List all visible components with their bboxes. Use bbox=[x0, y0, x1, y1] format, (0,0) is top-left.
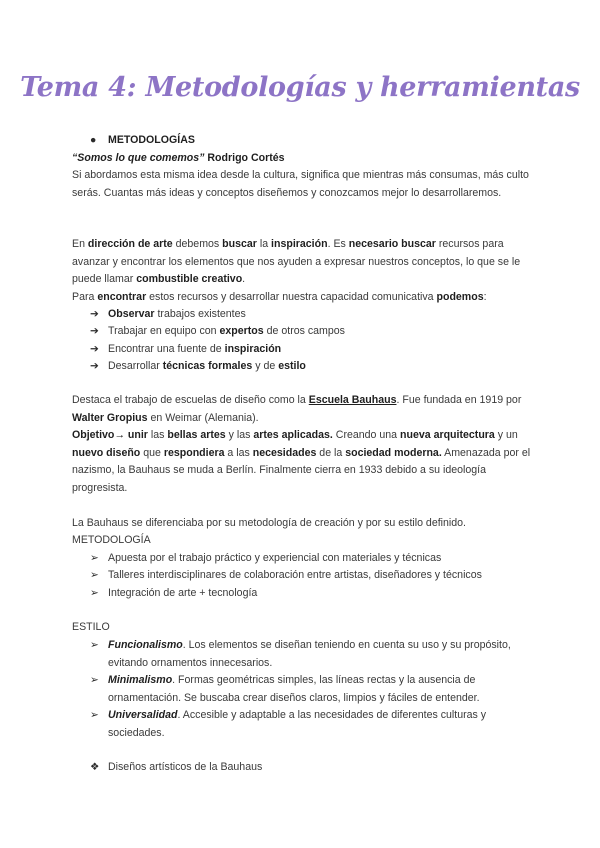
bold-run: necesario buscar bbox=[348, 238, 436, 250]
bold-run: Walter Gropius bbox=[72, 411, 148, 424]
section-heading-metodologias: METODOLOGÍAS bbox=[108, 134, 195, 146]
text-run: las bbox=[147, 429, 168, 441]
text-run: . Los elementos se diseñan teniendo en cuenta su uso y su propósito, evitando ornamentos innecesarios. bbox=[108, 639, 511, 669]
text-run: Destaca el trabajo de escuelas de diseño como la bbox=[72, 394, 309, 406]
term: Universalidad bbox=[108, 709, 178, 721]
text-run: de otros campos bbox=[263, 325, 345, 337]
bold-run: nuevo diseño bbox=[72, 446, 141, 459]
bullet-dot: ● bbox=[90, 134, 97, 146]
arrow-icon: ➔ bbox=[90, 360, 99, 372]
list-item: Apuesta por el trabajo práctico y experiencial con materiales y técnicas bbox=[108, 552, 442, 564]
text-run: debemos bbox=[172, 238, 223, 250]
text-run: Creando una bbox=[332, 429, 401, 441]
text-run: de la bbox=[316, 446, 346, 459]
bold-run: estilo bbox=[278, 360, 306, 372]
paragraph-direccion-arte bbox=[72, 236, 532, 289]
bold-run: respondiera bbox=[163, 446, 225, 459]
text-run: Trabajar en equipo con bbox=[108, 325, 220, 337]
text-run: la bbox=[256, 238, 272, 250]
bold-run: podemos bbox=[436, 291, 484, 303]
arrow-icon: ➔ bbox=[90, 308, 99, 320]
term: Minimalismo bbox=[108, 674, 173, 686]
text-run: Amenazada por el nazismo, la Bauhaus se muda a Berlín. Finalmente cierra en 1933 debido a su ideología progresista. bbox=[72, 446, 531, 494]
text-run: En bbox=[72, 238, 88, 250]
page-title: Tema 4: Metodologías y herramientas bbox=[20, 72, 580, 103]
text-run: . Fue fundada en 1919 por bbox=[396, 394, 522, 406]
bold-run: combustible creativo bbox=[136, 273, 243, 286]
marker-icon: ➢ bbox=[90, 552, 99, 564]
bauhaus-link-text: Escuela Bauhaus bbox=[308, 394, 397, 406]
label-metodologia: METODOLOGÍA bbox=[72, 534, 151, 546]
text-run: . Accesible y adaptable a las necesidades de diferentes culturas y sociedades. bbox=[108, 709, 487, 739]
text-run: en Weimar (Alemania). bbox=[147, 411, 259, 424]
term: Funcionalismo bbox=[108, 639, 183, 651]
bold-run: técnicas formales bbox=[162, 360, 253, 372]
marker-icon: ➢ bbox=[90, 709, 99, 721]
text-run: . Formas geométricas simples, las líneas rectas y la ausencia de ornamentación. Se buscaba crear diseños claros, limpios y fáciles de entender. bbox=[108, 674, 480, 704]
list-item bbox=[108, 323, 528, 341]
bold-run: necesidades bbox=[252, 446, 317, 459]
list-item-minimalismo bbox=[108, 672, 528, 707]
paragraph-culture: Si abordamos esta misma idea desde la cultura, significa que mientras más consumas, más culto serás. Cuantas más ideas y conceptos diseñemos y conozcamos mejor lo desarrollaremos. bbox=[72, 169, 529, 199]
marker-icon: ➢ bbox=[90, 587, 99, 599]
list-item bbox=[108, 358, 528, 376]
bold-run: sociedad moderna. bbox=[345, 446, 442, 459]
diamond-icon: ❖ bbox=[90, 761, 100, 773]
bold-run: inspiración bbox=[224, 343, 282, 355]
text-run: . bbox=[242, 273, 246, 286]
arrow-icon: ➔ bbox=[90, 343, 99, 355]
list-item: Talleres interdisciplinares de colaboración entre artistas, diseñadores y técnicos bbox=[108, 569, 482, 581]
marker-icon: ➢ bbox=[90, 639, 99, 651]
marker-icon: ➢ bbox=[90, 674, 99, 686]
quote-line bbox=[72, 150, 532, 168]
label-estilo: ESTILO bbox=[72, 621, 110, 633]
text-run: recursos para avanzar y encontrar los elementos que nos ayuden a expresar nuestros conceptos, lo que se le puede llamar bbox=[72, 238, 521, 286]
paragraph-diferenciaba: La Bauhaus se diferenciaba por su metodología de creación y por su estilo definido. bbox=[72, 517, 466, 529]
quote-text: “Somos lo que comemos” bbox=[72, 152, 205, 164]
bold-run: expertos bbox=[219, 325, 264, 337]
text-run: que bbox=[140, 446, 164, 459]
bold-run: artes aplicadas. bbox=[253, 429, 333, 441]
paragraph-para-encontrar bbox=[72, 289, 532, 307]
bold-run: bellas artes bbox=[167, 429, 226, 441]
list-item bbox=[108, 306, 528, 324]
bold-run: Observar bbox=[108, 308, 155, 320]
list-item-funcionalismo bbox=[108, 637, 528, 672]
bold-run: Objetivo→ unir bbox=[72, 429, 148, 441]
bold-run: buscar bbox=[222, 238, 257, 250]
bold-run: dirección de arte bbox=[87, 238, 173, 250]
text-run: y un bbox=[494, 429, 518, 441]
bold-run: nueva arquitectura bbox=[400, 429, 495, 441]
text-run: y de bbox=[252, 360, 279, 372]
list-item-disenos: Diseños artísticos de la Bauhaus bbox=[108, 761, 263, 773]
text-run: trabajos existentes bbox=[154, 308, 246, 320]
list-item bbox=[108, 341, 528, 359]
text-run: Para bbox=[72, 291, 98, 303]
paragraph-bauhaus-intro bbox=[72, 392, 532, 427]
text-run: Desarrollar bbox=[108, 360, 163, 372]
text-run: a las bbox=[224, 446, 253, 459]
text-run: Encontrar una fuente de bbox=[108, 343, 225, 355]
text-run: . Es bbox=[327, 238, 349, 250]
list-item-universalidad bbox=[108, 707, 528, 742]
bold-run: encontrar bbox=[97, 291, 147, 303]
text-run: y las bbox=[225, 429, 254, 441]
paragraph-objetivo bbox=[72, 427, 532, 497]
bold-run: inspiración bbox=[271, 238, 328, 250]
marker-icon: ➢ bbox=[90, 569, 99, 581]
quote-author: Rodrigo Cortés bbox=[207, 152, 285, 164]
text-run: estos recursos y desarrollar nuestra capacidad comunicativa bbox=[146, 291, 437, 303]
text-run: : bbox=[483, 291, 487, 303]
list-item: Integración de arte + tecnología bbox=[108, 587, 258, 599]
arrow-icon: ➔ bbox=[90, 325, 99, 337]
